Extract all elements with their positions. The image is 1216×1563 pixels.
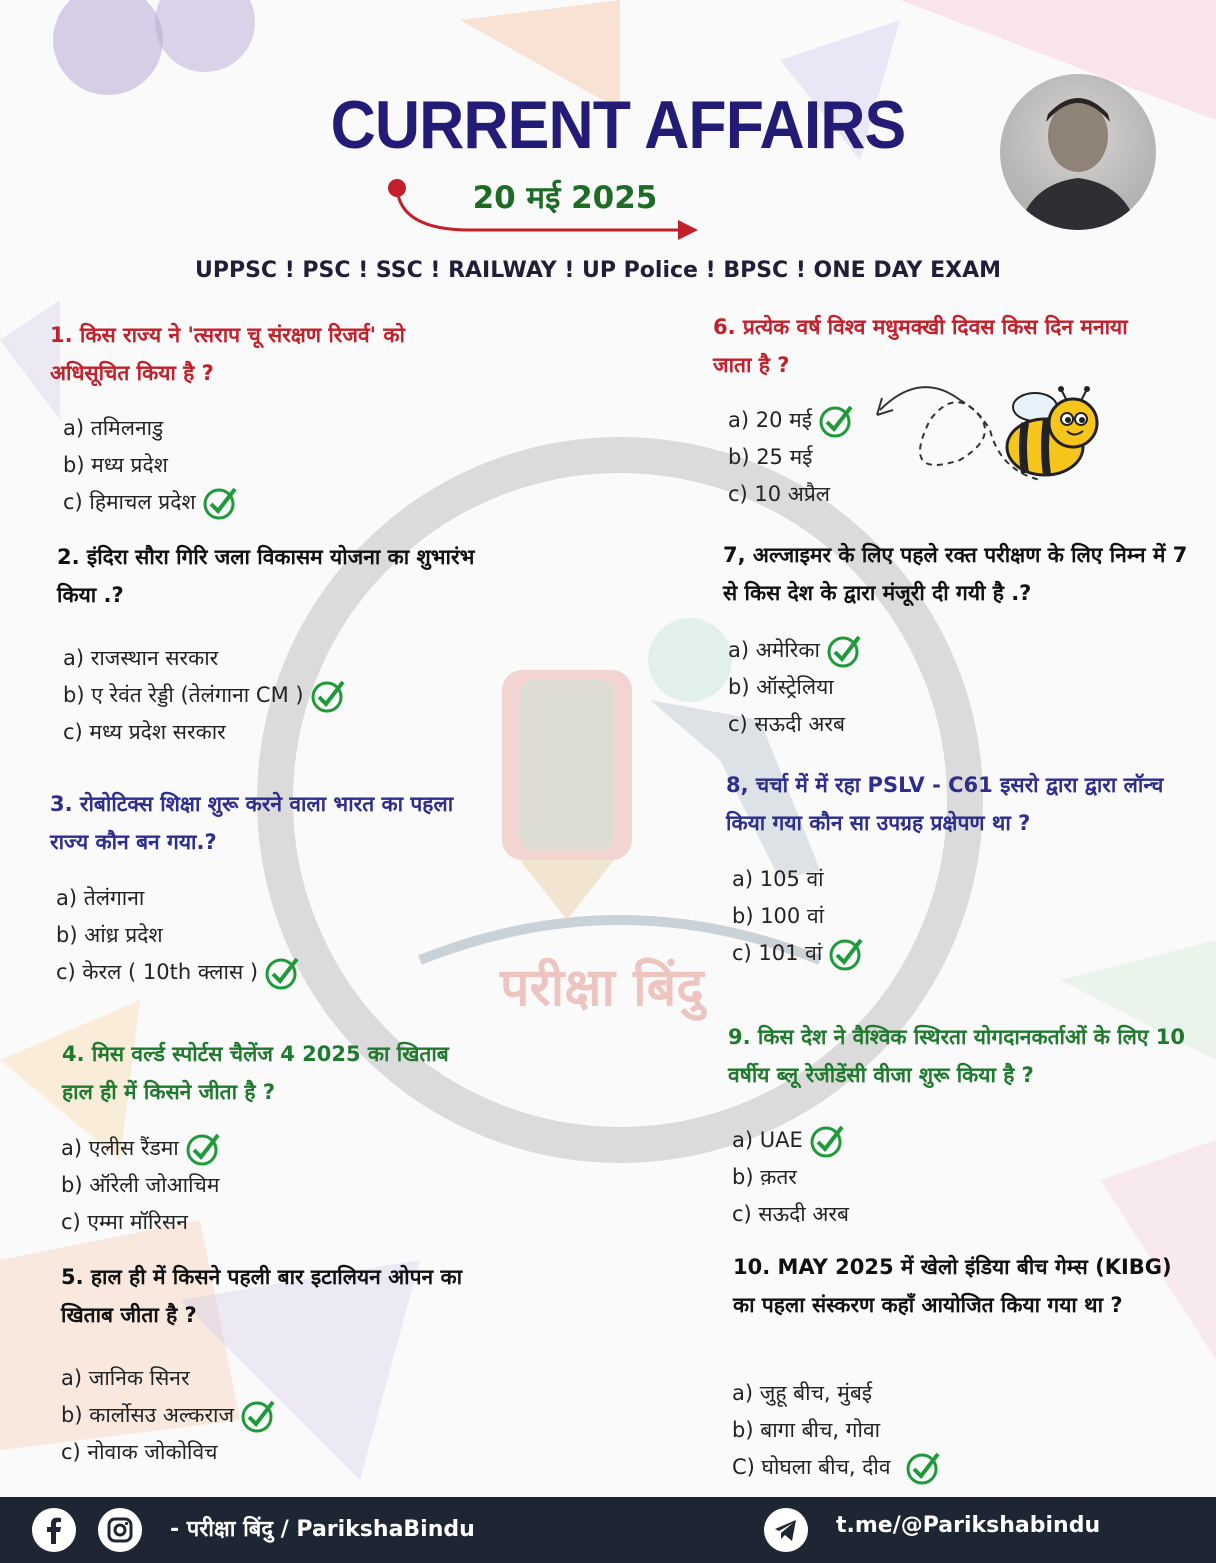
option-4a[interactable]: a) एलीस रैंडमा [61, 1130, 221, 1167]
option-3b[interactable]: b) आंध्र प्रदेश [56, 923, 163, 947]
author-photo [1000, 74, 1156, 230]
options-8 [732, 861, 864, 972]
option-7a[interactable]: a) अमेरिका [728, 632, 862, 669]
option-2a[interactable]: a) राजस्थान सरकार [63, 646, 219, 670]
option-5c[interactable]: c) नोवाक जोकोविच [61, 1440, 218, 1464]
option-5a[interactable]: a) जानिक सिनर [61, 1366, 190, 1390]
bee-illustration [995, 385, 1107, 485]
option-10c[interactable]: C) घोघला बीच, दीव [732, 1449, 941, 1486]
footer-brand[interactable]: - परीक्षा बिंदु / ParikshaBindu [170, 1517, 475, 1542]
option-8b[interactable]: b) 100 वां [732, 904, 825, 928]
option-1a[interactable]: a) तमिलनाडु [63, 416, 164, 440]
exam-list: UPPSC ! PSC ! SSC ! RAILWAY ! UP Police ! BPSC ! ONE DAY EXAM [194, 258, 1002, 283]
option-7c[interactable]: c) सऊदी अरब [728, 712, 845, 736]
question-7: 7, अल्जाइमर के लिए पहले रक्त परीक्षण के लिए निम्न में 7 से किस देश के द्वारा मंजूरी दी गयी है .? [723, 543, 1188, 605]
question-8: 8, चर्चा में में रहा PSLV - C61 इसरो द्वारा द्वारा लॉन्च किया गया कौन सा उपग्रह प्रक्षेपण था ? [726, 773, 1164, 835]
check-icon [905, 1450, 941, 1486]
options-2 [63, 640, 346, 751]
option-9a[interactable]: a) UAE [732, 1122, 849, 1159]
option-8a[interactable]: a) 105 वां [732, 867, 824, 891]
page-title: CURRENT AFFAIRS [330, 87, 906, 163]
question-1: 1. किस राज्य ने 'त्सराप चू संरक्षण रिजर्व' को अधिसूचित किया है ? [50, 323, 405, 385]
option-9b[interactable]: b) क़तर [732, 1165, 797, 1189]
check-icon [185, 1131, 221, 1167]
option-8c[interactable]: c) 101 वां [732, 935, 864, 972]
options-7 [728, 632, 862, 743]
option-7b[interactable]: b) ऑस्ट्रेलिया [728, 675, 834, 699]
check-icon [310, 678, 346, 714]
option-5b[interactable]: b) कार्लोसउ अल्कराज [61, 1397, 276, 1434]
option-2b[interactable]: b) ए रेवंत रेड्डी (तेलंगाना CM ) [63, 677, 346, 714]
option-10a[interactable]: a) जुहू बीच, मुंबई [732, 1381, 873, 1405]
options-9 [732, 1122, 849, 1233]
options-3 [56, 880, 300, 991]
facebook-icon[interactable] [32, 1508, 76, 1552]
check-icon [828, 936, 864, 972]
instagram-icon[interactable] [98, 1508, 142, 1552]
option-9c[interactable]: c) सऊदी अरब [732, 1202, 849, 1226]
person-icon [1000, 74, 1156, 230]
footer-bar [0, 1497, 1216, 1563]
option-1b[interactable]: b) मध्य प्रदेश [63, 453, 168, 477]
option-3c[interactable]: c) केरल ( 10th क्लास ) [56, 954, 300, 991]
question-9: 9. किस देश ने वैश्विक स्थिरता योगदानकर्ताओं के लिए 10 वर्षीय ब्लू रेजीडेंसी वीजा शुरू किया है ? [728, 1025, 1186, 1087]
option-6a[interactable]: a) 20 मई [728, 402, 854, 439]
question-10: 10. MAY 2025 में खेलो इंडिया बीच गेम्स (KIBG) का पहला संस्करण कहाँ आयोजित किया गया था ? [733, 1255, 1172, 1317]
date-label: 20 मई 2025 [472, 180, 658, 216]
options-6 [728, 402, 854, 513]
option-1c[interactable]: c) हिमाचल प्रदेश [63, 484, 238, 521]
telegram-icon[interactable] [764, 1508, 808, 1552]
watermark-text: परीक्षा बिंदु [500, 958, 704, 1018]
telegram-link[interactable]: t.me/@Parikshabindu [836, 1513, 1101, 1538]
option-6c[interactable]: c) 10 अप्रैल [728, 482, 831, 506]
option-6b[interactable]: b) 25 मई [728, 445, 813, 469]
options-10 [732, 1375, 941, 1486]
option-10b[interactable]: b) बागा बीच, गोवा [732, 1418, 881, 1442]
option-3a[interactable]: a) तेलंगाना [56, 886, 145, 910]
question-6: 6. प्रत्येक वर्ष विश्व मधुमक्खी दिवस किस दिन मनाया जाता है ? [713, 315, 1128, 377]
options-4 [61, 1130, 221, 1241]
check-icon [809, 1123, 845, 1159]
option-2c[interactable]: c) मध्य प्रदेश सरकार [63, 720, 226, 744]
option-4c[interactable]: c) एम्मा मॉरिसन [61, 1210, 188, 1234]
options-1 [63, 410, 238, 521]
question-2: 2. इंदिरा सौरा गिरि जला विकासम योजना का शुभारंभ किया .? [57, 545, 475, 607]
options-5 [61, 1360, 276, 1471]
question-4: 4. मिस वर्ल्ड स्पोर्टस चैलेंज 4 2025 का खिताब हाल ही में किसने जीता है ? [62, 1042, 449, 1104]
question-5: 5. हाल ही में किसने पहली बार इटालियन ओपन का खिताब जीता है ? [61, 1265, 463, 1327]
check-icon [202, 485, 238, 521]
check-icon [818, 403, 854, 439]
option-4b[interactable]: b) ऑरेली जोआचिम [61, 1173, 220, 1197]
question-3: 3. रोबोटिक्स शिक्षा शुरू करने वाला भारत का पहला राज्य कौन बन गया.? [50, 792, 454, 854]
check-icon [240, 1398, 276, 1434]
check-icon [826, 633, 862, 669]
check-icon [264, 955, 300, 991]
